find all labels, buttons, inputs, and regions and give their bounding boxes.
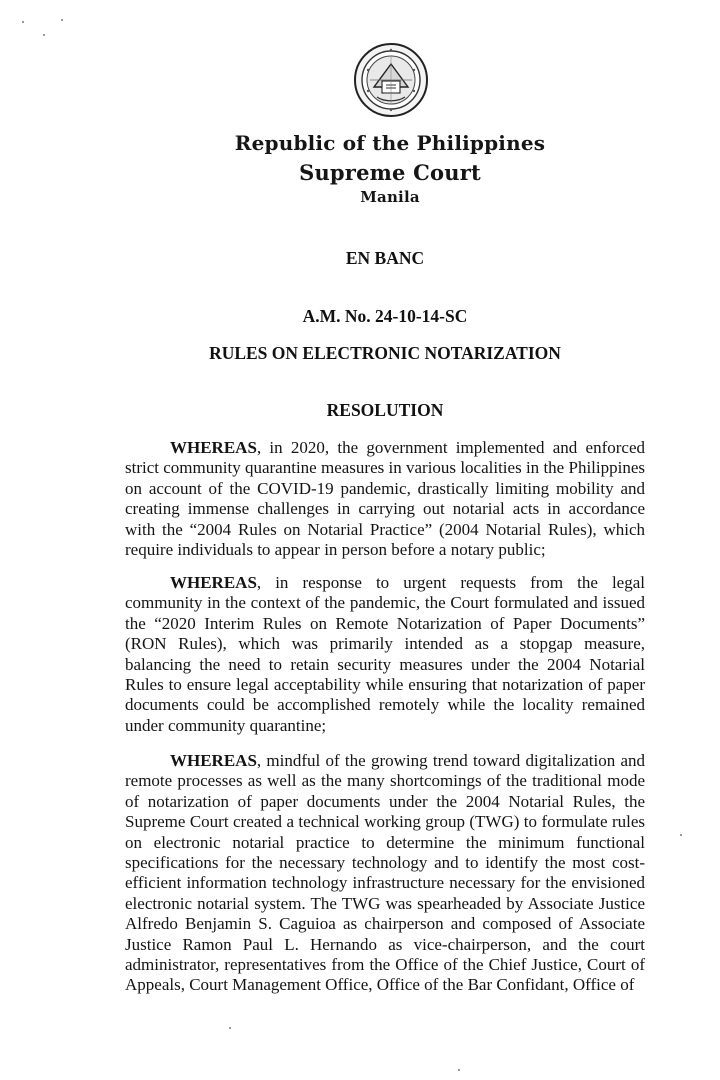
whereas-lead: WHEREAS	[170, 573, 257, 592]
scan-speck	[229, 1027, 231, 1029]
whereas-clause	[125, 573, 645, 736]
whereas-clause	[125, 438, 645, 560]
republic-heading: Republic of the Philippines	[234, 131, 546, 155]
whereas-text: , in 2020, the government implemented and enforced strict community quarantine measures in various localities in the Philippines on account of the COVID-19 pandemic, drastically limiting mobility and creating immense challenges in carrying out notarial acts in accordance with the “2004 Rules on Notarial Practice” (2004 Notarial Rules), which require individuals to appear in person before a notary public;	[125, 438, 645, 560]
rules-title: RULES ON ELECTRONIC NOTARIZATION	[209, 343, 561, 363]
division-label: EN BANC	[345, 248, 425, 268]
scan-speck	[458, 1069, 460, 1071]
resolution-heading: RESOLUTION	[326, 400, 444, 420]
scan-speck	[680, 834, 682, 836]
whereas-clause	[125, 751, 645, 996]
case-number: A.M. No. 24-10-14-SC	[302, 306, 468, 326]
whereas-text: , mindful of the growing trend toward digitalization and remote processes as well as the many shortcomings of the traditional mode of notarization of paper documents under the 2004 Notarial Rules, the Supreme Court created a technical working group (TWG) to formulate rules on electronic notarial practice to determine the minimum functional specifications for the necessary technology and to identify the most cost-efficient information technology infrastructure necessary for the envisioned electronic notarial system. The TWG was spearheaded by Associate Justice Alfredo Benjamin S. Caguioa as chairperson and composed of Associate Justice Ramon Paul L. Hernando as vice-chairperson, and the court administrator, representatives from the Office of the Chief Justice, Court of Appeals, Court Management Office, Office of the Bar Confidant, Office of	[125, 751, 645, 995]
whereas-lead: WHEREAS	[170, 438, 257, 457]
scan-speck	[43, 34, 45, 36]
scan-speck	[61, 19, 63, 21]
supreme-court-heading: Supreme Court	[299, 160, 481, 185]
supreme-court-seal-icon	[353, 42, 429, 118]
whereas-text: , in response to urgent requests from the legal community in the context of the pandemic, the Court formulated and issued the “2020 Interim Rules on Remote Notarization of Paper Documents” (RON Rules), which was primarily intended as a stopgap measure, balancing the need to retain security measures under the 2004 Notarial Rules to ensure legal acceptability while ensuring that notarization of paper documents could be accomplished remotely while the locality remained under community quarantine;	[125, 573, 645, 735]
city-heading: Manila	[360, 188, 420, 206]
whereas-lead: WHEREAS	[170, 751, 257, 770]
scan-speck	[22, 21, 24, 23]
